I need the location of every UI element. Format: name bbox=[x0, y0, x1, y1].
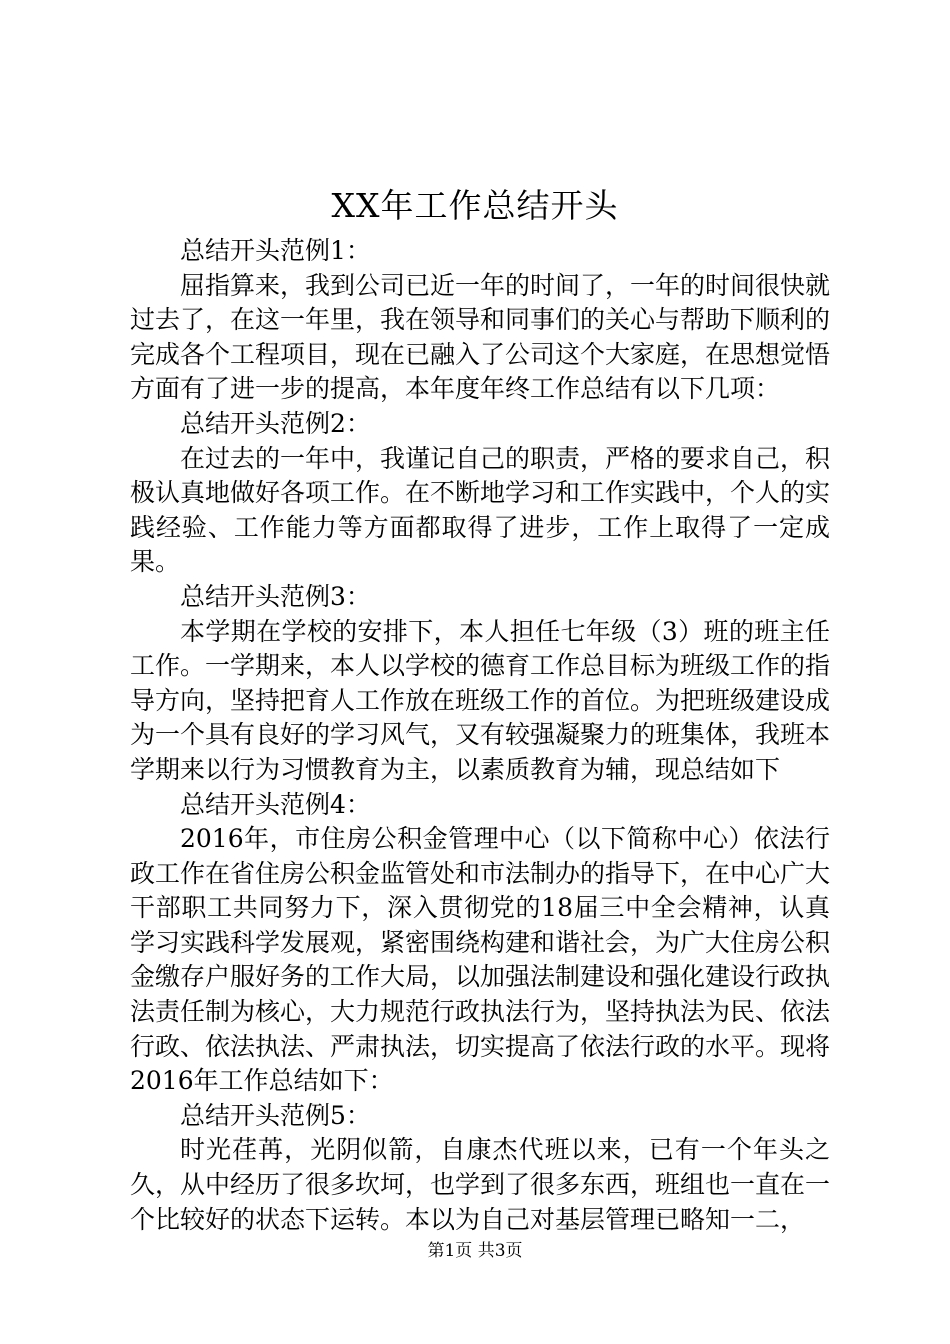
page-footer: 第1页 共3页 bbox=[427, 1241, 523, 1261]
section-heading: 总结开头范例5： bbox=[180, 1100, 371, 1130]
section-heading: 总结开头范例3： bbox=[180, 581, 371, 611]
document-title: XX年工作总结开头 bbox=[331, 186, 619, 225]
section-paragraph: 在过去的一年中，我谨记自己的职责，严格的要求自己，积极认真地做好各项工作。在不断地学习和工作实践中，个人的实践经验、工作能力等方面都取得了进步，工作上取得了一定成果。 bbox=[130, 443, 831, 577]
section-paragraph: 时光荏苒，光阴似箭，自康杰代班以来，已有一个年头之久，从中经历了很多坎坷，也学到了很多东西，班组也一直在一个比较好的状态下运转。本以为自己对基层管理已略知一二， bbox=[130, 1135, 831, 1234]
section-paragraph: 本学期在学校的安排下，本人担任七年级（3）班的班主任工作。一学期来，本人以学校的德育工作总目标为班级工作的指导方向，坚持把育人工作放在班级工作的首位。为把班级建设成为一个具有良好的学习风气，又有较强凝聚力的班集体，我班本学期来以行为习惯教育为主，以素质教育为辅，现总结如下 bbox=[130, 616, 831, 784]
section-heading: 总结开头范例4： bbox=[180, 789, 371, 819]
section-paragraph: 屈指算来，我到公司已近一年的时间了，一年的时间很快就过去了，在这一年里，我在领导和同事们的关心与帮助下顺利的完成各个工程项目，现在已融入了公司这个大家庭，在思想觉悟方面有了进一步的提高，本年度年终工作总结有以下几项： bbox=[130, 270, 831, 404]
section-paragraph: 2016年，市住房公积金管理中心（以下简称中心）依法行政工作在省住房公积金监管处和市法制办的指导下，在中心广大干部职工共同努力下，深入贯彻党的18届三中全会精神，认真学习实践科学发展观，紧密围绕构建和谐社会，为广大住房公积金缴存户服好务的工作大局，以加强法制建设和强化建设行政执法责任制为核心，大力规范行政执法行为，坚持执法为民、依法行政、依法执法、严肃执法，切实提高了依法行政的水平。现将2016年工作总结如下： bbox=[130, 824, 831, 1096]
document-body bbox=[130, 234, 830, 1237]
section-heading: 总结开头范例1： bbox=[180, 236, 371, 265]
section-heading: 总结开头范例2： bbox=[180, 408, 371, 438]
